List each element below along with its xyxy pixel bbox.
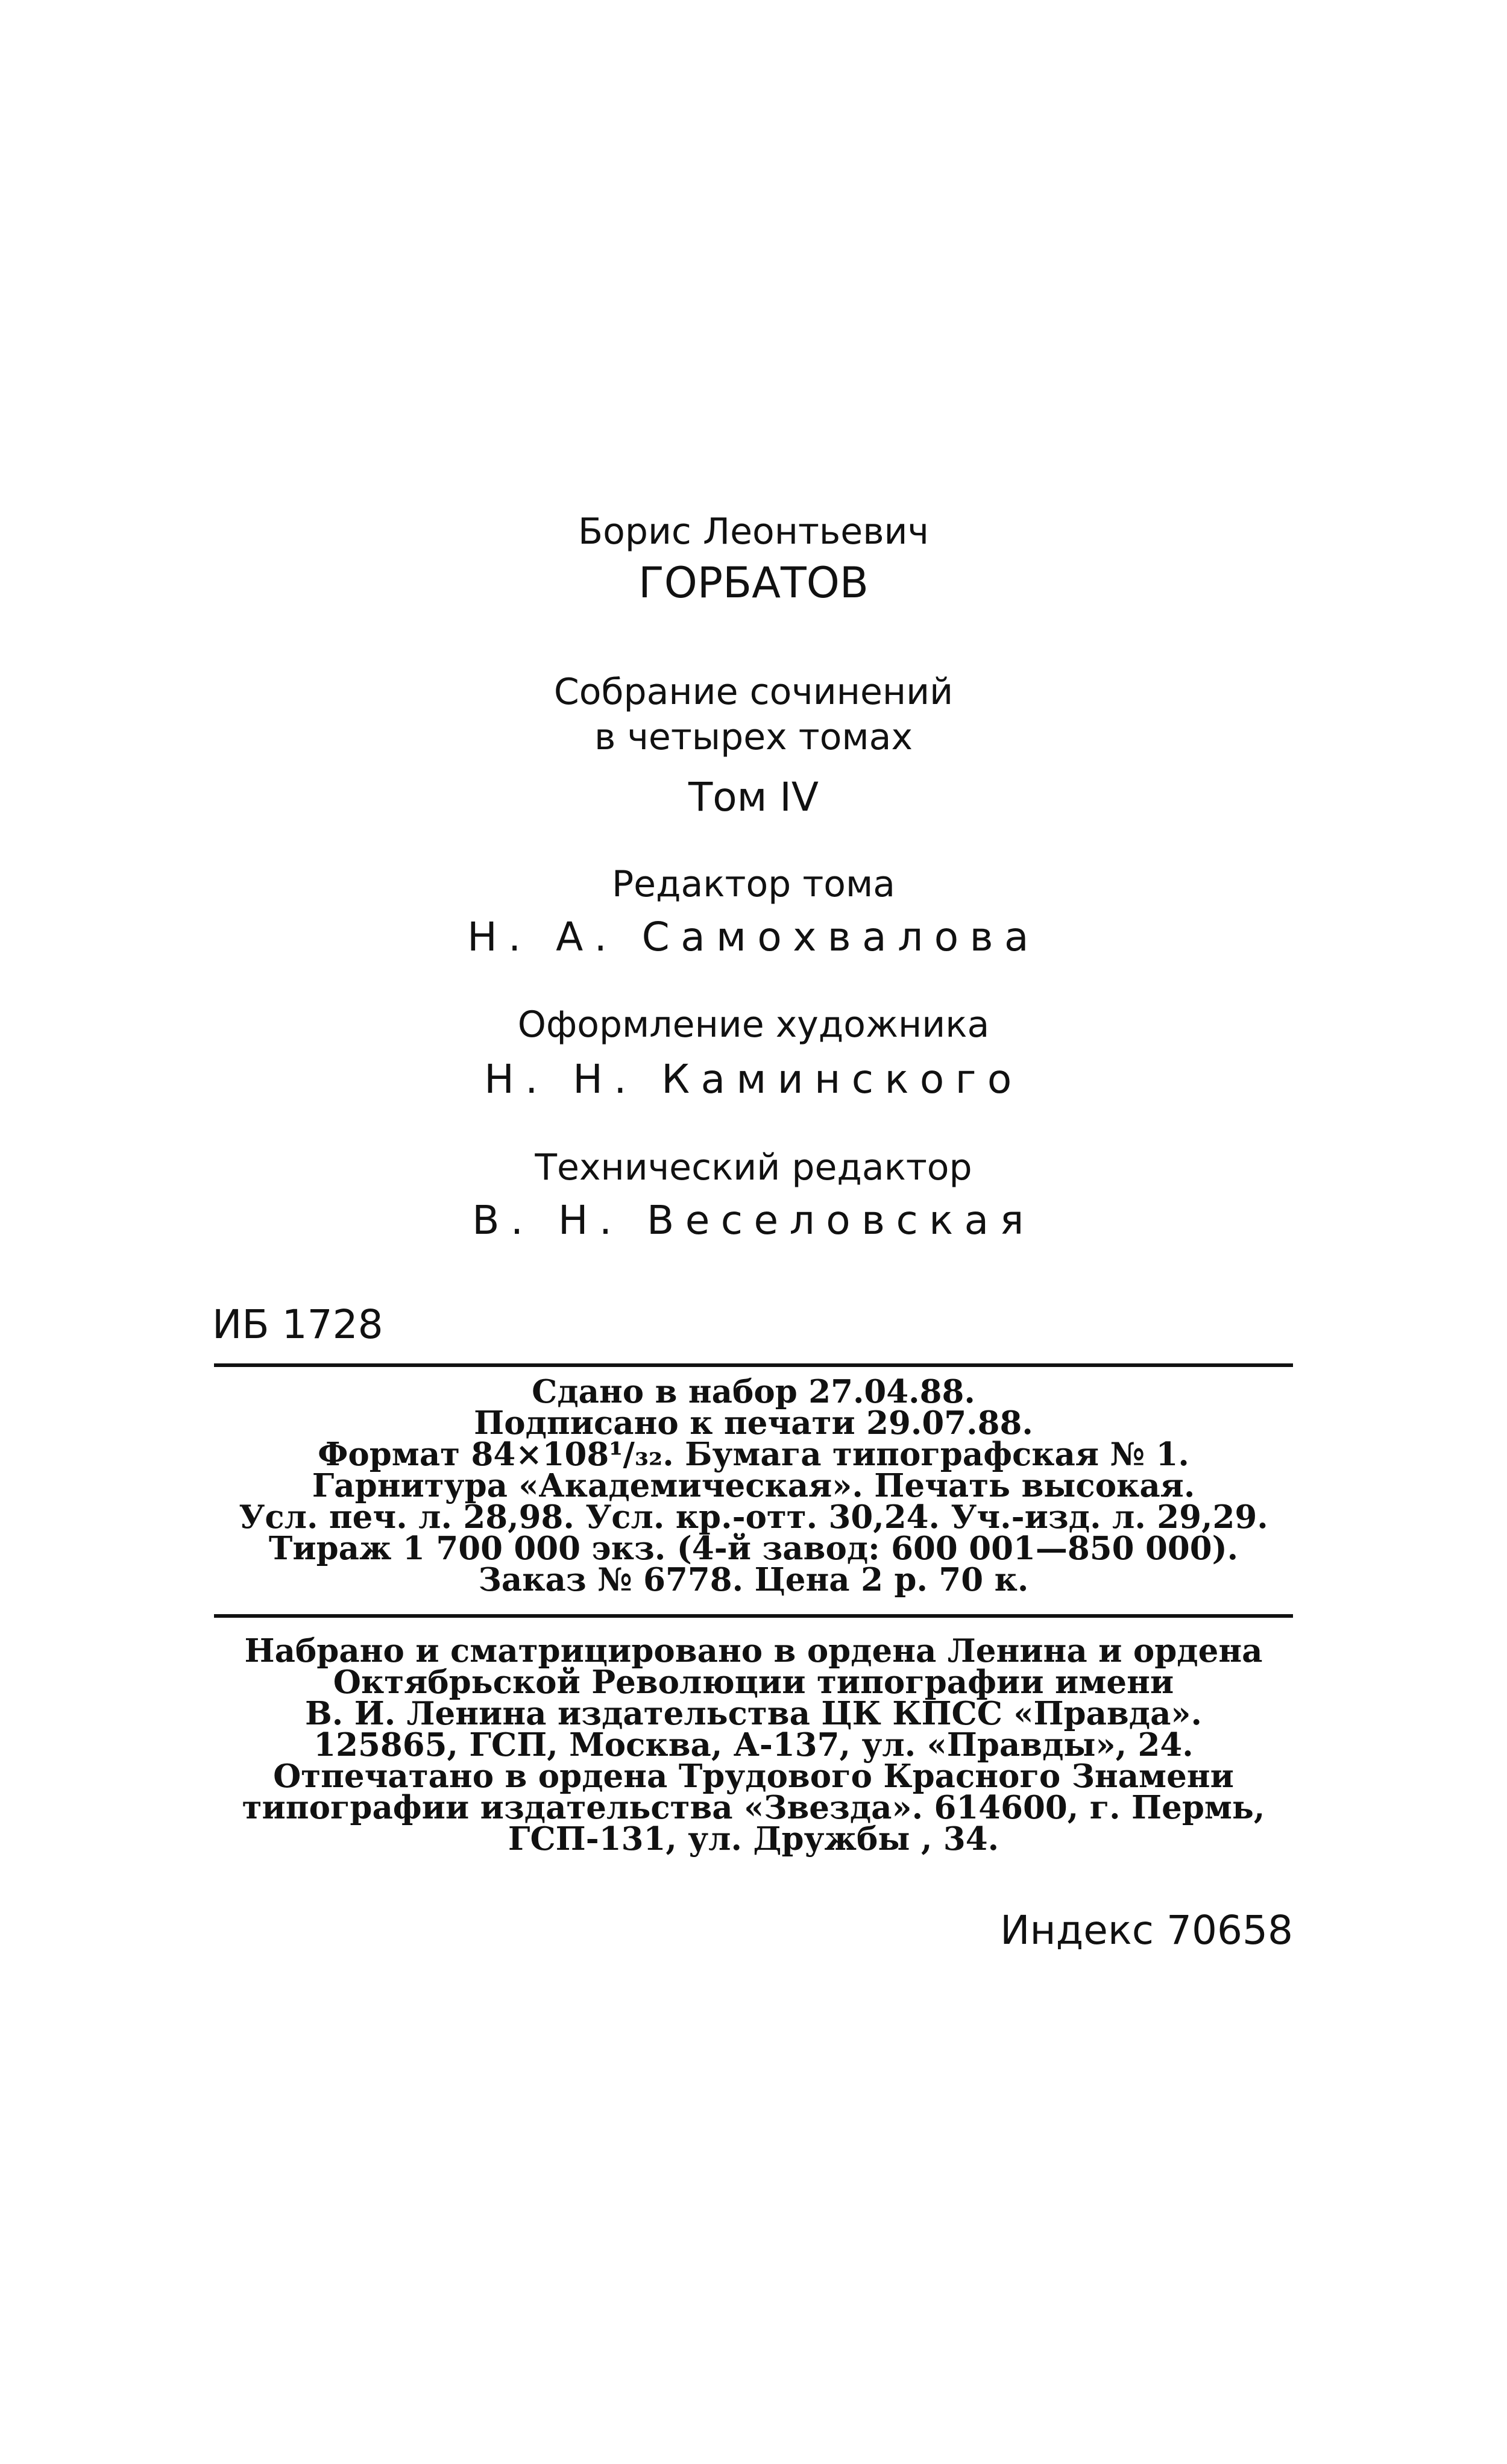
print-detail-line: Подписано к печати 29.07.88. [474,1404,1033,1442]
printer-info-line: Набрано и сматрицировано в ордена Ленина и ордена [244,1632,1263,1670]
printer-info-line: В. И. Ленина издательства ЦК КПСС «Правда». [305,1695,1202,1732]
credit-role-designer: Оформление художника [517,1004,990,1046]
credit-name-editor: Н. А. Самохвалова [467,914,1040,960]
printer-info-line: Отпечатано в ордена Трудового Красного Знамени [273,1758,1234,1795]
credit-name-tech-editor: В. Н. Веселовская [472,1197,1035,1243]
credit-role-editor: Редактор тома [611,863,896,905]
printer-info-line: 125865, ГСП, Москва, А-137, ул. «Правды», 24. [313,1726,1194,1764]
collection-title-line1: Собрание сочинений [553,671,954,713]
author-surname: ГОРБАТОВ [638,558,869,608]
print-detail-line: Тираж 1 700 000 экз. (4-й завод: 600 001—850 000). [268,1530,1239,1567]
print-detail-line: Заказ № 6778. Цена 2 р. 70 к. [478,1561,1029,1598]
printer-info-line: Октябрьской Революции типографии имени [333,1664,1174,1701]
print-detail-line: Усл. печ. л. 28,98. Усл. кр.-отт. 30,24. Уч.-изд. л. 29,29. [239,1498,1268,1536]
print-detail-line: Сдано в набор 27.04.88. [532,1373,975,1410]
print-detail-line: Гарнитура «Академическая». Печать высокая. [312,1467,1195,1504]
print-detail-line: Формат 84×108¹/₃₂. Бумага типографская № 1. [318,1436,1189,1473]
printer-info-line: ГСП-131, ул. Дружбы , 34. [508,1820,999,1858]
author-first-names: Борис Леонтьевич [577,511,929,553]
credit-name-designer: Н. Н. Каминского [484,1056,1023,1102]
divider-top [214,1363,1293,1367]
collection-title-line2: в четырех томах [594,716,913,758]
volume-label: Том IV [688,774,819,820]
credit-role-tech-editor: Технический редактор [535,1146,972,1189]
divider-bottom [214,1614,1293,1618]
catalog-index: Индекс 70658 [1000,1907,1293,1953]
ib-number: ИБ 1728 [212,1301,383,1348]
printer-info-line: типографии издательства «Звезда». 614600, г. Пермь, [242,1789,1265,1826]
